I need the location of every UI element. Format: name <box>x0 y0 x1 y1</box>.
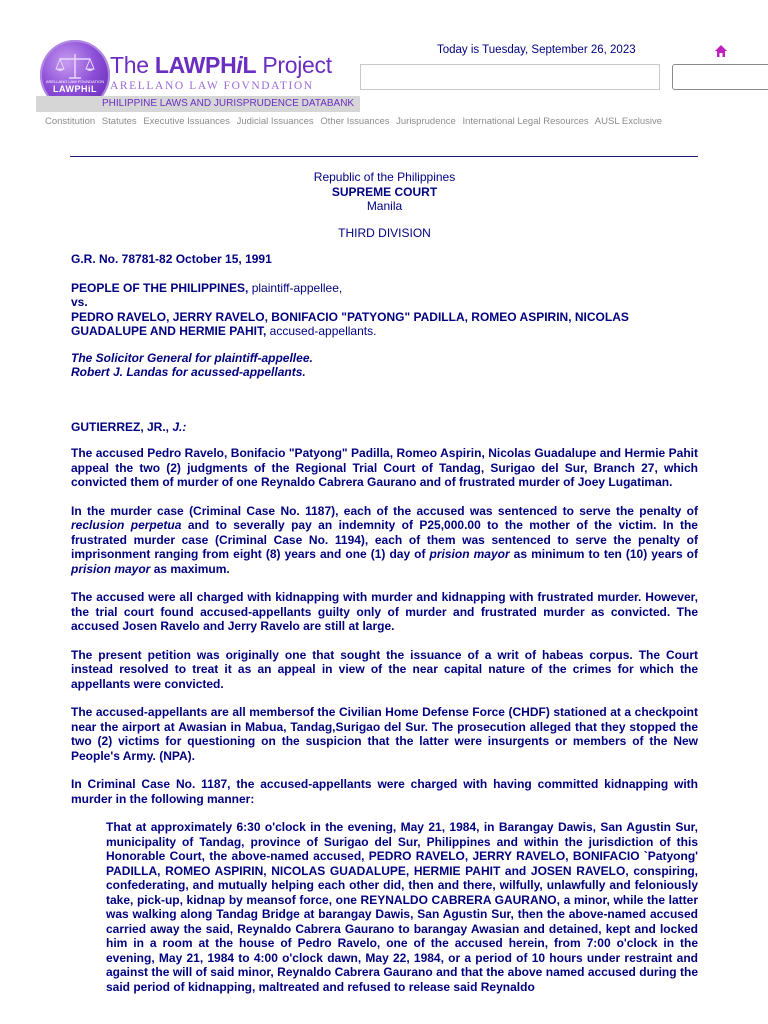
nav-item-jurisprudence[interactable]: Jurisprudence <box>396 116 456 127</box>
ponente-name: GUTIERREZ, JR., <box>71 419 173 434</box>
paragraph-1: The accused Pedro Ravelo, Bonifacio "Patyong" Padilla, Romeo Aspirin, Nicolas Guadalupe and Hermie Pahit appeal the two (2) judgments of the Regional Trial Court of Tandag, Surigao del Sur, Branch 27, which convicted them of murder of one Reynaldo Cabrera Gaurano and of frustrated murder of Joey Lugatiman. <box>71 446 698 489</box>
paragraph-5: The accused-appellants are all membersof the Civilian Home Defense Force (CHDF) stationed at a checkpoint near the airport at Awasian in Mabua, Tandag,Surigao del Sur. The prosecution alleged that they stopped the two (2) victims for questioning on the suspicion that the latter were insurgents or members of the New People's Army. (NPA). <box>71 705 698 763</box>
home-icon[interactable] <box>714 44 728 58</box>
accused-role: accused-appellants. <box>266 324 377 338</box>
site-title-post: Project <box>256 52 332 78</box>
nav-item-international-legal-resources[interactable]: International Legal Resources <box>462 116 589 127</box>
ponente <box>71 420 698 435</box>
court-heading <box>71 170 698 214</box>
search-input[interactable] <box>360 64 660 90</box>
nav-item-other-issuances[interactable]: Other Issuances <box>320 116 390 127</box>
site-title-pre: The <box>110 52 155 78</box>
court-name: SUPREME COURT <box>331 184 438 199</box>
case-parties <box>71 281 698 339</box>
paragraph-2-d: prision mayor <box>429 547 510 561</box>
site-title-brand: LAWPH <box>154 52 237 78</box>
paragraph-2-a: In the murder case (Criminal Case No. 1187), each of the accused was sentenced to serve the penalty of <box>71 503 698 518</box>
paragraph-6: In Criminal Case No. 1187, the accused-appellants were charged with having committed kidnapping with murder in the following manner: <box>71 777 698 806</box>
paragraph-2-b: reclusion perpetua <box>71 518 182 532</box>
paragraph-2-e: as minimum to ten (10) years of <box>509 547 698 561</box>
quoted-information: That at approximately 6:30 o'clock in the evening, May 21, 1984, in Barangay Dawis, San Agustin Sur, municipality of Tandag, province of Surigao del Sur, Philippines and within the jurisdiction of this Honorable Court, the above-named accused, PEDRO RAVELO, JERRY RAVELO, BONIFACIO `Patyong' PADILLA, ROMEO ASPIRIN, NICOLAS GUADALUPE, HERMIE PAHIT and JOSEN RAVELO, conspiring, confederating, and mutually helping each other did, then and there, wilfully, unlawfully and feloniously take, pick-up, kidnap by meansof force, one REYNALDO CABRERA GAURANO, a minor, while the latter was walking along Tandag Bridge at barangay Dawis, San Agustin Sur, then the above-named accused carried away the said, Reynaldo Cabrera Gaurano to barangay Awasian and detained, kept and locked him in a room at the house of Pedro Ravelo, one of the accused herein, from 7:00 o'clock in the evening, May 21, 1984 to 4:00 o'clock dawn, May 22, 1984, or a period of 10 hours under restraint and against the will of said minor, Reynaldo Cabrera Gaurano and that the above named accused during the said period of kidnapping, maltreated and refused to release said Reynaldo <box>106 820 698 994</box>
header-divider <box>70 156 698 157</box>
paragraph-2-f: prision mayor <box>71 561 151 576</box>
versus: vs. <box>71 295 88 309</box>
ponente-title: J.: <box>172 419 187 434</box>
counsel-plaintiff: The Solicitor General for plaintiff-appellee. <box>71 350 313 365</box>
decision-document <box>71 170 698 994</box>
today-date: Today is Tuesday, September 26, 2023 <box>437 44 636 56</box>
paragraph-2-g: as maximum. <box>150 561 230 576</box>
republic-line: Republic of the Philippines <box>313 170 456 184</box>
site-title[interactable] <box>110 52 332 79</box>
nav-item-executive-issuances[interactable]: Executive Issuances <box>143 116 230 127</box>
paragraph-4: The present petition was originally one that sought the issuance of a writ of habeas corpus. The Court instead resolved to treat it as an appeal in view of the near capital nature of the crimes for which the appellants were convicted. <box>71 647 698 691</box>
case-number: G.R. No. 78781-82 October 15, 1991 <box>71 252 272 266</box>
site-header <box>0 0 768 140</box>
nav-item-statutes[interactable]: Statutes <box>101 116 137 127</box>
nav-item-constitution[interactable]: Constitution <box>45 116 96 127</box>
foundation-name: ARELLANO LAW FOVNDATION <box>110 80 314 92</box>
scales-of-justice-icon <box>54 52 96 82</box>
site-title-brand-end: L <box>242 52 257 78</box>
site-title-brand-i: i <box>236 52 243 78</box>
plaintiff-name: PEOPLE OF THE PHILIPPINES, <box>71 280 249 295</box>
paragraph-3: The accused were all charged with kidnapping with murder and kidnapping with frustrated murder. However, the trial court found accused-appellants guilty only of murder and frustrated murder as convicted. The accused Josen Ravelo and Jerry Ravelo are still at large. <box>71 590 698 633</box>
counsel <box>71 351 698 380</box>
search-button[interactable] <box>672 64 768 90</box>
logo-circle-wordmark: LAWPHiL <box>53 84 97 94</box>
court-city: Manila <box>366 199 403 213</box>
databank-label: PHILIPPINE LAWS AND JURISPRUDENCE DATABANK <box>102 98 355 109</box>
nav-item-judicial-issuances[interactable]: Judicial Issuances <box>236 116 314 127</box>
accused-names: PEDRO RAVELO, JERRY RAVELO, BONIFACIO "PATYONG" PADILLA, ROMEO ASPIRIN, NICOLAS GUADALUPE AND HERMIE PAHIT, <box>71 309 629 338</box>
main-nav <box>45 116 765 127</box>
logo-circle-caption: ARELLANO LAW FOUNDATION <box>45 79 105 84</box>
paragraph-2 <box>71 504 698 577</box>
paragraph-2-c: and to severally pay an indemnity of P25,000.00 to the mother of the victim. In the frustrated murder case (Criminal Case No. 1194), each of them was sentenced to serve the penalty of imprisonment ranging from eight (8) years and one (1) day of <box>71 518 698 561</box>
nav-item-ausl-exclusive[interactable]: AUSL Exclusive <box>594 116 663 127</box>
counsel-accused: Robert J. Landas for acussed-appellants. <box>71 365 306 379</box>
databank-band <box>36 96 360 112</box>
division-name: THIRD DIVISION <box>338 225 431 240</box>
plaintiff-role: plaintiff-appellee, <box>248 280 343 295</box>
